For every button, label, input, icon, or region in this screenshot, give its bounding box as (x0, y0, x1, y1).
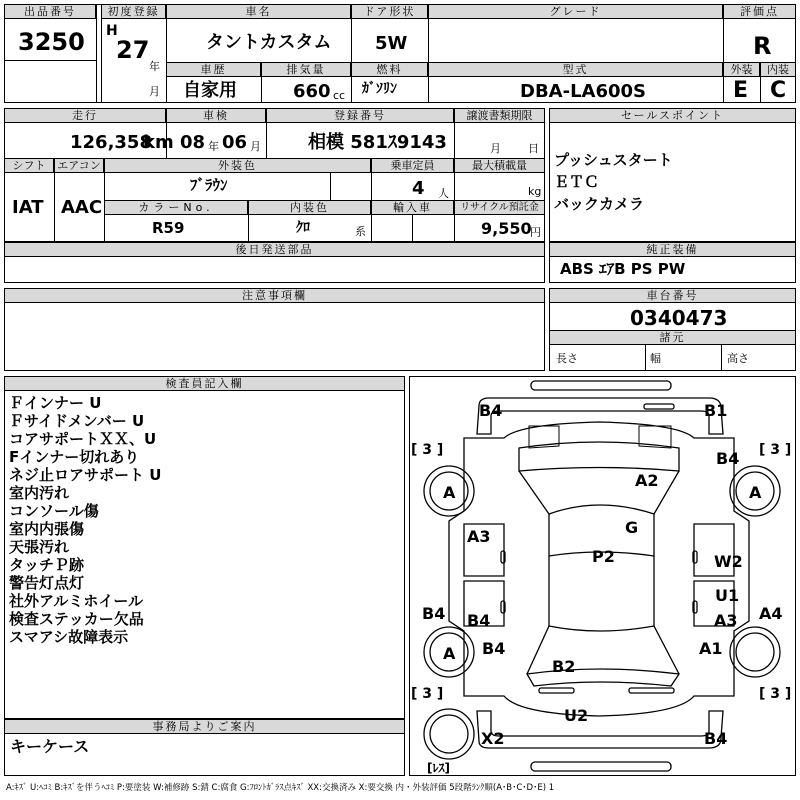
damage-label: G (625, 518, 639, 537)
ext-color: ﾌﾞﾗｳﾝ (190, 176, 228, 194)
note-item: ネジ止ロアサポート U (9, 466, 162, 484)
km-unit: km (143, 132, 174, 153)
later-parts-header: 後日発送部品 (4, 242, 545, 257)
body-outline (449, 422, 749, 716)
note-item: コンソール傷 (9, 502, 99, 520)
note-item: Ｆサイドメンバー U (9, 412, 145, 430)
capacity-unit: 人 (438, 187, 449, 200)
note-item: タッチＰ跡 (9, 556, 85, 574)
year-unit: 年 (149, 60, 160, 73)
mileage: 126,358 (70, 132, 152, 153)
capacity-header: 乗車定員 (371, 158, 454, 173)
note-item: コアサポートＸＸ、U (9, 430, 157, 448)
tread-rr: [ 3 ] (759, 686, 792, 702)
windshield (519, 442, 679, 471)
color-no-header: カラーNo. (104, 200, 248, 215)
length-label: 長さ (556, 352, 578, 365)
interior-score: C (770, 78, 787, 103)
inspection-month-unit: 月 (250, 140, 261, 153)
note-item: Fインナー切れあり (9, 448, 140, 466)
front-bumper-bar (531, 381, 671, 390)
aircon: AAC (61, 197, 103, 218)
door-header: ドア形状 (351, 4, 428, 19)
legend: A:ｷｽﾞ U:ﾍｺﾐ B:ｷｽﾞを伴うﾍｺﾐ P:要塗装 W:補修跡 S:錆 C:腐食 G:ﾌﾛﾝﾄｶﾞﾗｽ点ｷｽﾞ XX:交換済み X:要交換 内・外装評価 5段階ﾗﾝｸ順(A･B･C･D･E) 1 (6, 783, 555, 793)
era: H (106, 23, 118, 39)
spare-label: [ﾚｽ] (427, 761, 450, 775)
front-bumper (477, 398, 723, 434)
specs-header: 諸元 (549, 330, 796, 345)
genuine-equipment: ABS ｴｱB PS PW (560, 260, 686, 278)
transfer-header: 譲渡書類期限 (454, 108, 545, 123)
model-type-header: 型式 (428, 62, 723, 77)
tread-fr: [ 3 ] (759, 442, 792, 458)
door-type: 5W (375, 33, 408, 54)
office-note: キーケース (10, 737, 90, 756)
max-load-unit: kg (528, 185, 542, 198)
lot-number: 3250 (18, 28, 85, 56)
chassis-number: 0340473 (630, 306, 728, 330)
sales-point-3: バックカメラ (554, 195, 645, 213)
score: R (753, 32, 772, 60)
tread-fl: [ 3 ] (411, 442, 444, 458)
aircon-header: エアコン (54, 158, 104, 173)
inspection-year: 08 (180, 132, 206, 153)
sales-points-header: セールスポイント (549, 108, 796, 123)
tread-rl: [ 3 ] (411, 686, 444, 702)
recycle-fee: 9,550 (481, 219, 532, 238)
inspection-header: 車検 (166, 108, 266, 123)
note-item: 室内汚れ (9, 484, 70, 502)
note-item: スマアシ故障表示 (9, 628, 129, 646)
chassis-header: 車台番号 (549, 288, 796, 303)
plate-header: 登録番号 (266, 108, 454, 123)
inspector-notes-header: 検査員記入欄 (4, 376, 405, 391)
shift: IAT (12, 197, 44, 218)
office-notes-header: 事務局よりご案内 (4, 719, 405, 734)
transfer-month: 月 (490, 142, 501, 155)
damage-label: B4 (422, 604, 446, 623)
damage-label: B4 (716, 449, 740, 468)
damage-label: B2 (552, 657, 576, 676)
width-label: 幅 (650, 352, 661, 365)
rear-window (527, 669, 679, 686)
damage-label: A3 (467, 527, 491, 546)
note-item: 警告灯点灯 (9, 574, 85, 592)
damage-label: B1 (704, 401, 728, 420)
note-item: 室内内張傷 (9, 520, 85, 538)
damage-label: X2 (481, 729, 505, 748)
sales-point-1: プッシュスタート (554, 151, 673, 169)
mileage-header: 走行 (4, 108, 166, 123)
month-unit: 月 (149, 85, 160, 98)
note-item: Ｆインナー U (9, 394, 102, 412)
ext-color-header: 外装色 (104, 158, 371, 173)
damage-label: W2 (714, 552, 743, 571)
damage-label: A2 (635, 471, 659, 490)
note-item: 社外アルミホイール (9, 592, 144, 610)
damage-label: B4 (467, 611, 491, 630)
tire-rear-right (730, 627, 780, 677)
recycle-unit: 円 (530, 226, 541, 239)
import-header: 輸入車 (371, 200, 454, 215)
transfer-day: 日 (528, 142, 539, 155)
color-no: R59 (152, 219, 185, 237)
tire-fl-label: A (443, 483, 456, 502)
inspection-month: 06 (222, 132, 248, 153)
sales-point-2: ＥＴＣ (554, 173, 600, 191)
car-name-header: 車名 (166, 4, 351, 19)
recycle-header: リサイクル預託金 (454, 200, 545, 215)
car-history: 自家用 (183, 80, 237, 101)
shift-header: シフト (4, 158, 54, 173)
car-damage-diagram (409, 376, 796, 776)
note-item: 天張汚れ (9, 538, 70, 556)
genuine-equipment-header: 純正装備 (549, 242, 796, 257)
int-color-suffix: 系 (355, 225, 366, 238)
history-header: 車歴 (166, 62, 261, 77)
capacity: 4 (412, 178, 425, 199)
damage-label: U2 (564, 706, 589, 725)
damage-label: A4 (759, 604, 783, 623)
damage-label: B4 (479, 401, 503, 420)
damage-label: P2 (592, 547, 615, 566)
grade-header: グレード (428, 4, 723, 19)
lot-number-header: 出品番号 (4, 4, 96, 19)
fuel-header: 燃料 (351, 62, 428, 77)
fuel: ｶﾞｿﾘﾝ (362, 81, 397, 97)
car-name: タントカスタム (206, 32, 332, 53)
height-label: 高さ (727, 352, 749, 365)
max-load-header: 最大積載量 (454, 158, 545, 173)
spare-tire (424, 709, 474, 759)
exterior-header: 外装 (723, 62, 760, 77)
damage-label: B4 (482, 639, 506, 658)
caution-header: 注意事項欄 (4, 288, 545, 303)
tire-rl-label: A (443, 644, 456, 663)
damage-label: B4 (704, 729, 728, 748)
details-block (4, 108, 545, 242)
score-header: 評価点 (723, 4, 796, 19)
note-item: 検査ステッカー欠品 (9, 610, 144, 628)
reg-year: 27 (116, 36, 150, 64)
exterior-score: E (733, 78, 749, 103)
damage-label: U1 (715, 586, 740, 605)
model-type: DBA-LA600S (520, 81, 646, 102)
displacement-header: 排気量 (261, 62, 351, 77)
int-color-header: 内装色 (248, 200, 371, 215)
displacement: 660 (293, 81, 331, 102)
int-color: ｸﾛ (296, 220, 310, 236)
rear-bumper-bar (531, 762, 671, 771)
interior-header: 内装 (760, 62, 796, 77)
inspector-notes-list (9, 394, 161, 646)
tire-fr-label: A (749, 483, 762, 502)
damage-label: A3 (714, 611, 738, 630)
cc-unit: cc (333, 89, 346, 102)
plate-number: 相模 581ｽ9143 (308, 132, 447, 153)
inspection-year-unit: 年 (208, 140, 219, 153)
roof (549, 556, 654, 631)
first-reg-header: 初度登録 (101, 4, 166, 19)
damage-label: A1 (699, 639, 723, 658)
